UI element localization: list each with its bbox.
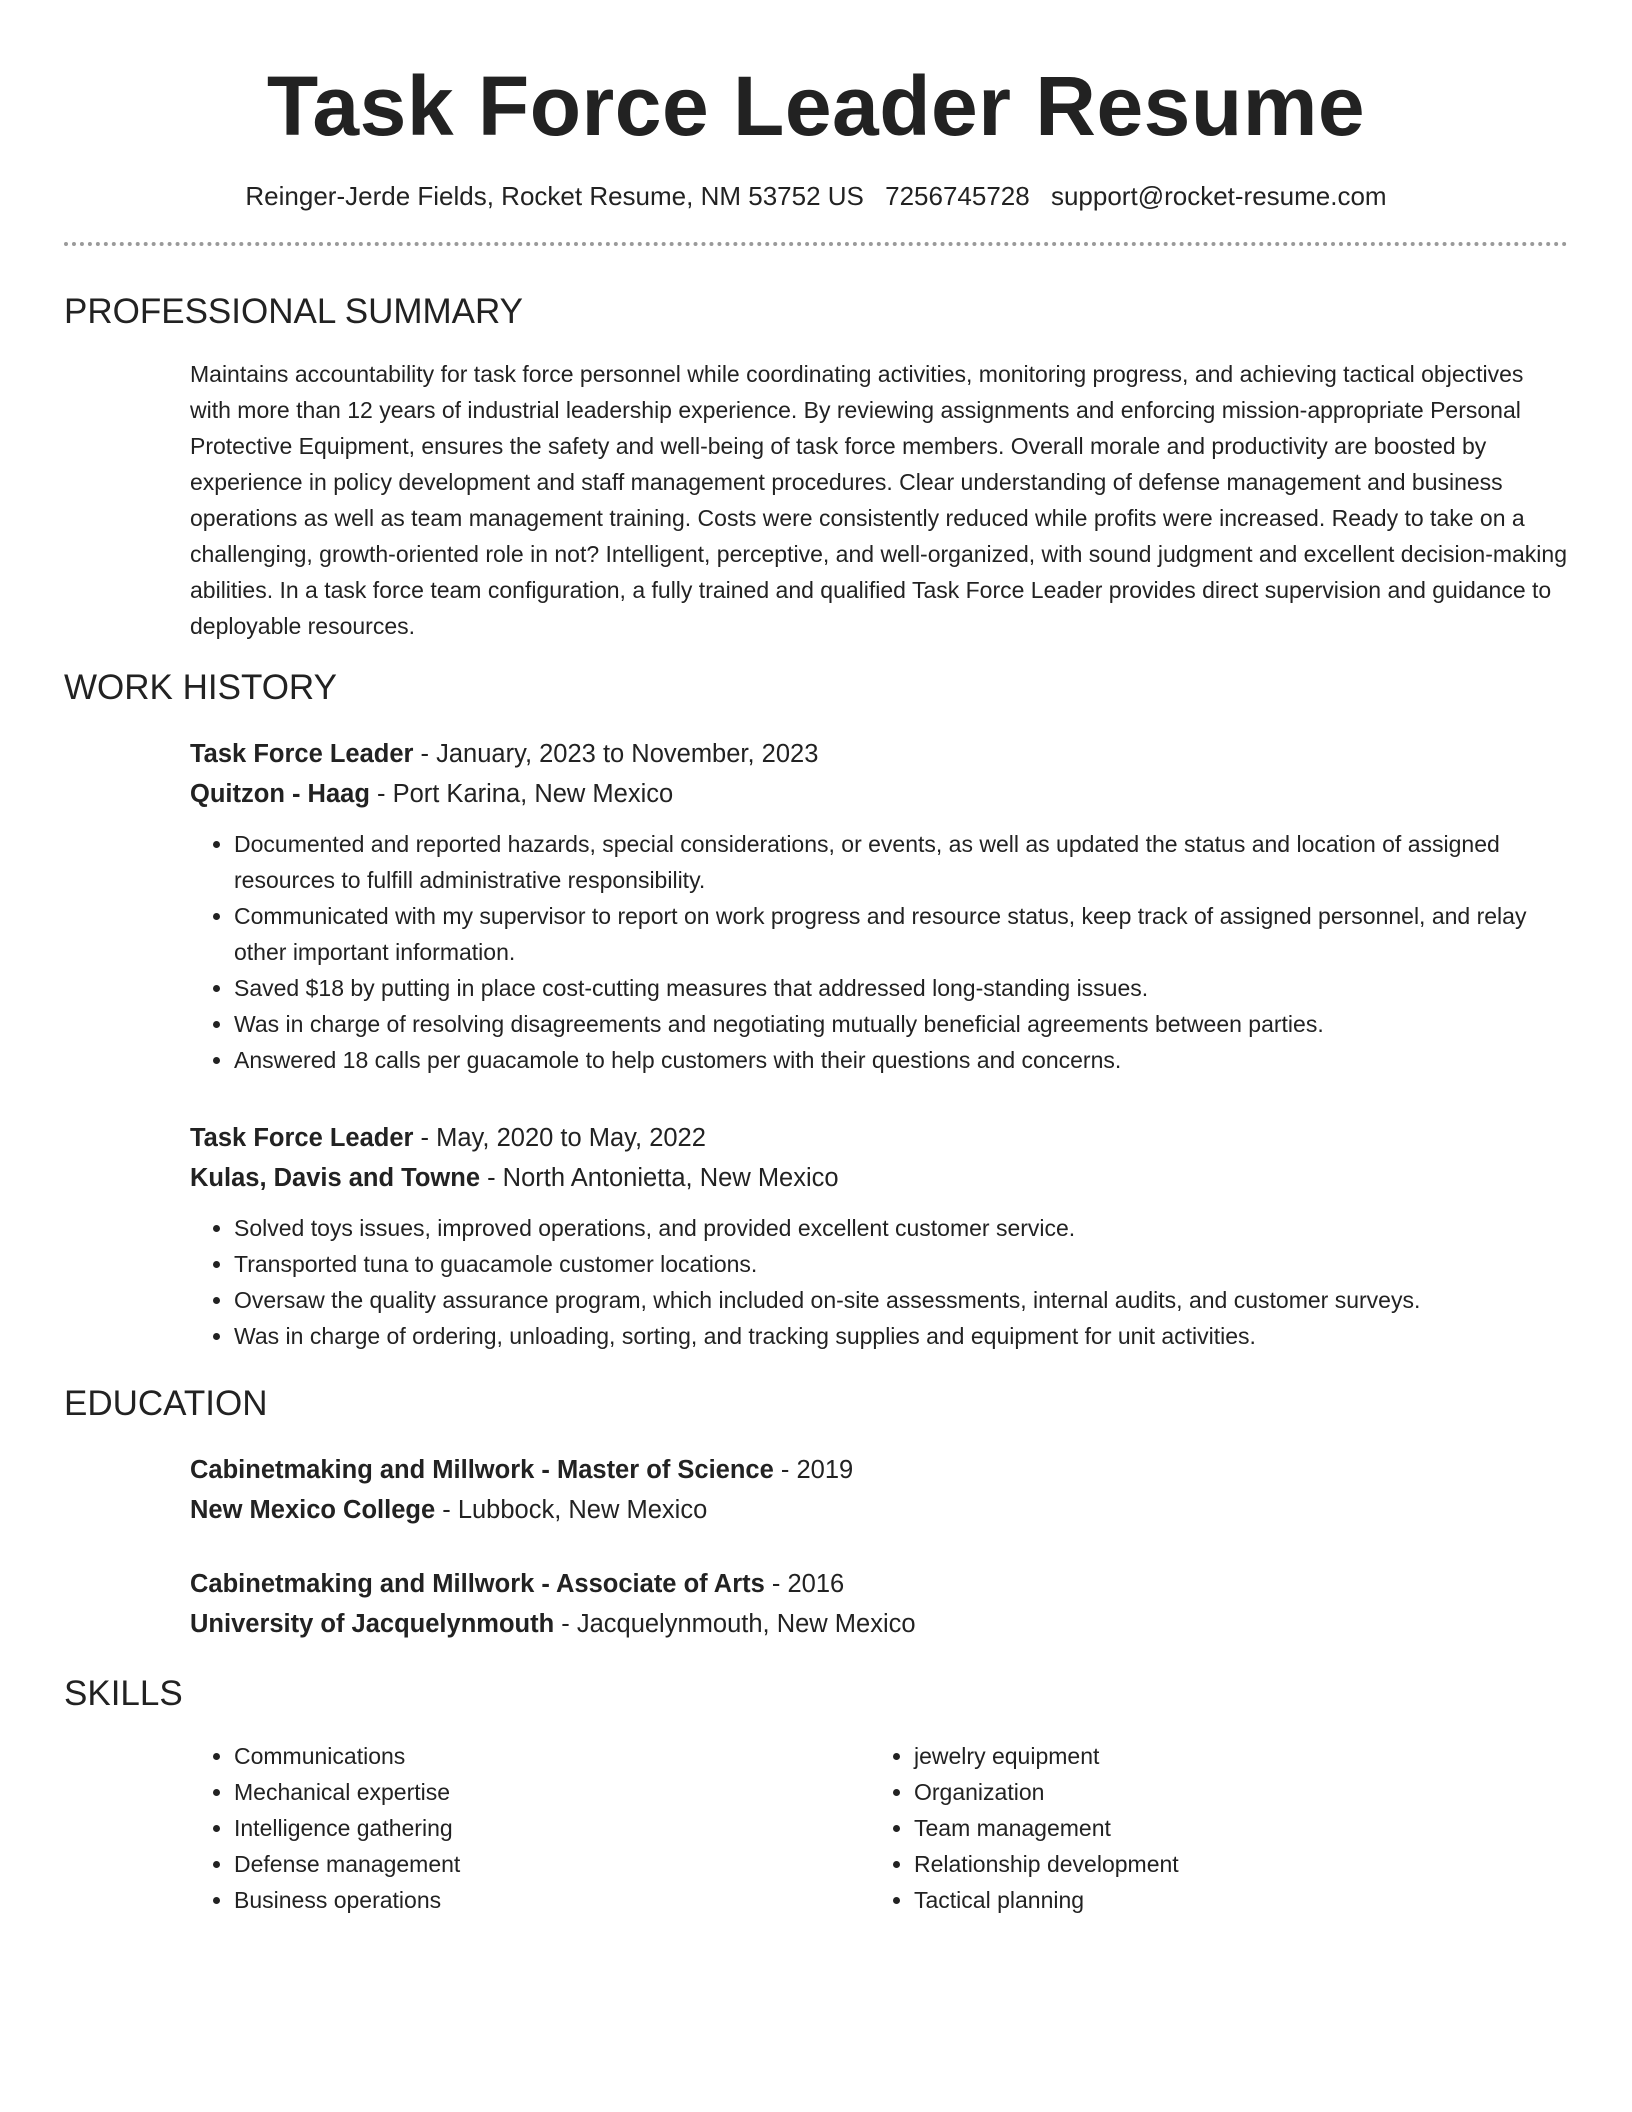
school-location: - Lubbock, New Mexico <box>435 1496 708 1524</box>
skill-item: • Business operations <box>234 1882 870 1918</box>
job-bullet: • Documented and reported hazards, special considerations, or events, as well as updated the status and location of assigned resources to fulfill administrative responsibility. <box>234 826 1568 898</box>
contact-phone: 7256745728 <box>885 181 1030 211</box>
degree-line <box>190 1564 1568 1604</box>
skills-list-left <box>190 1738 870 1918</box>
skill-item: • Defense management <box>234 1846 870 1882</box>
job-bullet: • Oversaw the quality assurance program, which included on-site assessments, internal audits, and customer surveys. <box>234 1282 1568 1318</box>
contact-address: Reinger-Jerde Fields, Rocket Resume, NM 53752 US <box>245 181 864 211</box>
job-location: - Port Karina, New Mexico <box>369 780 674 808</box>
skill-item: • Intelligence gathering <box>234 1810 870 1846</box>
job-title: Task Force Leader <box>190 1124 414 1152</box>
degree-line <box>190 1450 1568 1490</box>
skills-columns <box>190 1738 1568 1918</box>
job-title: Task Force Leader <box>190 740 414 768</box>
job-bullet: • Was in charge of ordering, unloading, sorting, and tracking supplies and equipment for unit activities. <box>234 1318 1568 1354</box>
skill-item: • jewelry equipment <box>914 1738 1534 1774</box>
school-line <box>190 1604 1568 1644</box>
header-divider <box>64 242 1568 246</box>
summary-heading: PROFESSIONAL SUMMARY <box>64 292 523 331</box>
job-bullet: • Saved $18 by putting in place cost-cutting measures that addressed long-standing issues. <box>234 970 1568 1006</box>
job-entry <box>190 734 1568 1078</box>
job-company-line <box>190 774 1568 814</box>
school-name: New Mexico College <box>190 1496 436 1524</box>
job-bullet: • Communicated with my supervisor to report on work progress and resource status, keep track of assigned personnel, and relay other important information. <box>234 898 1568 970</box>
degree-name: Cabinetmaking and Millwork - Master of Science <box>190 1456 774 1484</box>
skill-item: • Relationship development <box>914 1846 1534 1882</box>
school-line <box>190 1490 1568 1530</box>
education-entry <box>190 1564 1568 1644</box>
job-dates: - May, 2020 to May, 2022 <box>413 1124 706 1152</box>
job-bullets <box>190 826 1568 1078</box>
education-heading: EDUCATION <box>64 1384 268 1423</box>
job-bullet: • Solved toys issues, improved operations, and provided excellent customer service. <box>234 1210 1568 1246</box>
job-location: - North Antonietta, New Mexico <box>480 1164 839 1192</box>
job-company: Kulas, Davis and Towne <box>190 1164 481 1192</box>
job-company: Quitzon - Haag <box>190 780 370 808</box>
job-bullet: • Answered 18 calls per guacamole to help customers with their questions and concerns. <box>234 1042 1568 1078</box>
job-title-line <box>190 1118 1568 1158</box>
degree-year: - 2016 <box>764 1570 845 1598</box>
job-bullet: • Was in charge of resolving disagreements and negotiating mutually beneficial agreements between parties. <box>234 1006 1568 1042</box>
skill-item: • Tactical planning <box>914 1882 1534 1918</box>
work-history-heading: WORK HISTORY <box>64 668 337 707</box>
summary-text: Maintains accountability for task force personnel while coordinating activities, monitoring progress, and achieving tactical objectives with more than 12 years of industrial leadership experience. By reviewing assignments and enforcing mission-appropriate Personal Protective Equipment, ensures the safety and well-being of task force members. Overall morale and productivity are boosted by experience in policy development and staff management procedures. Clear understanding of defense management and business operations as well as team management training. Costs were consistently reduced while profits were increased. Ready to take on a challenging, growth-oriented role in not? Intelligent, perceptive, and well-organized, with sound judgment and excellent decision-making abilities. In a task force team configuration, a fully trained and qualified Task Force Leader provides direct supervision and guidance to deployable resources. <box>190 361 1567 639</box>
school-location: - Jacquelynmouth, New Mexico <box>554 1610 916 1638</box>
job-bullets <box>190 1210 1568 1354</box>
job-bullet: • Transported tuna to guacamole customer locations. <box>234 1246 1568 1282</box>
degree-year: - 2019 <box>773 1456 854 1484</box>
degree-name: Cabinetmaking and Millwork - Associate of Arts <box>190 1570 765 1598</box>
skills-heading: SKILLS <box>64 1674 183 1713</box>
resume-title: Task Force Leader Resume <box>266 59 1366 153</box>
job-dates: - January, 2023 to November, 2023 <box>413 740 819 768</box>
contact-email: support@rocket-resume.com <box>1050 181 1387 211</box>
skills-list-right <box>870 1738 1534 1918</box>
school-name: University of Jacquelynmouth <box>190 1610 555 1638</box>
contact-line <box>64 178 1568 214</box>
education-entry <box>190 1450 1568 1530</box>
job-entry <box>190 1118 1568 1354</box>
skill-item: • Mechanical expertise <box>234 1774 870 1810</box>
job-company-line <box>190 1158 1568 1198</box>
job-title-line <box>190 734 1568 774</box>
skill-item: • Communications <box>234 1738 870 1774</box>
resume-page <box>64 0 1568 1918</box>
skill-item: • Organization <box>914 1774 1534 1810</box>
skill-item: • Team management <box>914 1810 1534 1846</box>
